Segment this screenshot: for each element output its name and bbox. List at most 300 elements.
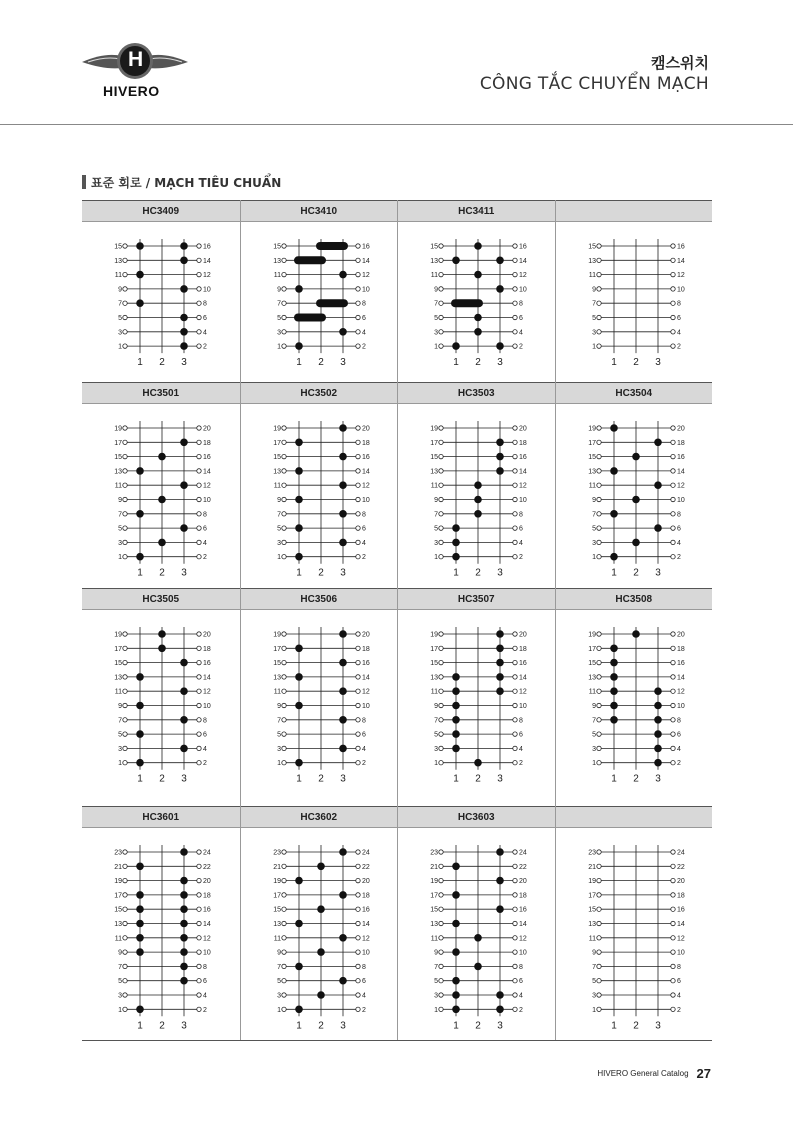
contact-closed-dot xyxy=(180,687,188,695)
terminal-number-left: 13 xyxy=(587,674,596,682)
terminal-right xyxy=(670,675,674,679)
terminal-number-left: 23 xyxy=(272,849,281,857)
terminal-right xyxy=(513,440,517,444)
terminal-number-left: 17 xyxy=(114,439,122,447)
terminal-number-left: 15 xyxy=(430,243,438,251)
terminal-left xyxy=(596,555,600,559)
terminal-number-left: 7 xyxy=(591,511,596,519)
terminal-left xyxy=(281,632,285,636)
diagram-title: HC3601 xyxy=(82,806,240,828)
terminal-number-left: 17 xyxy=(430,439,438,447)
contact-closed-dot xyxy=(452,702,460,710)
terminal-number-left: 11 xyxy=(588,935,596,943)
terminal-right xyxy=(197,660,201,664)
contact-closed-dot xyxy=(452,716,460,724)
switch-position-label: 3 xyxy=(181,357,187,369)
terminal-left xyxy=(439,512,443,516)
terminal-number-right: 18 xyxy=(519,439,527,447)
terminal-left xyxy=(281,936,285,940)
terminal-number-left: 7 xyxy=(434,300,438,308)
terminal-number-right: 20 xyxy=(203,631,211,639)
terminal-right xyxy=(197,426,201,430)
terminal-left xyxy=(281,344,285,348)
terminal-right xyxy=(513,746,517,750)
diagram-cell xyxy=(555,200,713,382)
contact-closed-dot xyxy=(452,257,460,265)
terminal-number-right: 14 xyxy=(203,921,211,928)
terminal-left xyxy=(439,864,443,868)
terminal-left xyxy=(439,483,443,487)
contact-closed-dot xyxy=(136,730,144,738)
terminal-number-left: 15 xyxy=(587,660,596,668)
terminal-left xyxy=(281,950,285,954)
terminal-number-right: 20 xyxy=(519,631,527,639)
terminal-left xyxy=(281,469,285,473)
terminal-right xyxy=(355,864,359,868)
contact-closed-dot xyxy=(180,242,188,250)
terminal-number-left: 19 xyxy=(430,878,438,886)
terminal-left xyxy=(596,272,600,276)
switch-position-label: 2 xyxy=(632,357,639,369)
terminal-right xyxy=(355,1007,359,1011)
terminal-left xyxy=(596,907,600,911)
terminal-right xyxy=(355,878,359,882)
diagram-title: HC3501 xyxy=(82,382,240,404)
terminal-left xyxy=(281,301,285,305)
circuit-diagram-grid xyxy=(82,200,712,1041)
terminal-number-left: 15 xyxy=(587,243,596,251)
terminal-number-left: 19 xyxy=(587,878,596,886)
terminal-number-left: 5 xyxy=(118,315,122,322)
terminal-right xyxy=(670,483,674,487)
switch-position-label: 3 xyxy=(654,773,661,785)
contact-closed-dot xyxy=(452,687,460,695)
diagram-title: HC3505 xyxy=(82,588,240,610)
contact-closed-dot xyxy=(339,659,347,667)
terminal-left xyxy=(439,893,443,897)
terminal-left xyxy=(439,718,443,722)
terminal-right xyxy=(513,1007,517,1011)
terminal-left xyxy=(439,675,443,679)
terminal-number-left: 21 xyxy=(430,863,438,871)
terminal-left xyxy=(439,660,443,664)
terminal-right xyxy=(355,454,359,458)
terminal-left xyxy=(439,469,443,473)
contact-closed-dot xyxy=(496,1006,504,1014)
contact-closed-dot xyxy=(136,673,144,681)
terminal-number-left: 11 xyxy=(273,272,281,280)
contact-closed-dot xyxy=(180,314,188,322)
terminal-number-right: 4 xyxy=(519,992,523,1000)
diagram-cell xyxy=(240,382,398,588)
terminal-right xyxy=(197,555,201,559)
terminal-number-right: 16 xyxy=(361,660,370,668)
terminal-number-right: 8 xyxy=(203,963,207,971)
terminal-right xyxy=(513,497,517,501)
terminal-number-right: 18 xyxy=(203,645,211,653)
diagram-cell xyxy=(397,382,555,588)
contact-closed-dot xyxy=(654,687,662,695)
switch-position-label: 1 xyxy=(137,773,143,785)
contact-closed-dot xyxy=(610,702,618,710)
terminal-right xyxy=(513,632,517,636)
switch-position-label: 3 xyxy=(339,773,346,785)
terminal-number-left: 11 xyxy=(114,935,122,943)
contact-closed-dot xyxy=(474,510,482,518)
terminal-number-right: 8 xyxy=(203,300,207,308)
terminal-left xyxy=(596,746,600,750)
terminal-number-right: 12 xyxy=(519,482,527,490)
terminal-number-left: 19 xyxy=(430,631,438,639)
terminal-number-left: 1 xyxy=(434,1006,438,1014)
contact-closed-dot xyxy=(158,453,166,461)
terminal-right xyxy=(513,646,517,650)
switch-position-label: 2 xyxy=(475,773,481,785)
terminal-left xyxy=(596,993,600,997)
terminal-right xyxy=(670,921,674,925)
terminal-left xyxy=(439,979,443,983)
terminal-left xyxy=(596,979,600,983)
terminal-left xyxy=(596,675,600,679)
terminal-right xyxy=(670,761,674,765)
switch-position-label: 2 xyxy=(317,773,324,785)
terminal-right xyxy=(670,979,674,983)
switch-circuit-diagram xyxy=(556,222,713,382)
terminal-right xyxy=(197,244,201,248)
terminal-right xyxy=(355,746,359,750)
terminal-number-left: 1 xyxy=(434,343,438,351)
terminal-number-right: 14 xyxy=(519,468,527,476)
terminal-left xyxy=(439,258,443,262)
terminal-left xyxy=(281,732,285,736)
terminal-number-right: 24 xyxy=(361,849,370,857)
terminal-right xyxy=(197,512,201,516)
switch-circuit-diagram xyxy=(82,404,239,588)
terminal-number-right: 2 xyxy=(361,343,366,351)
contact-closed-dot xyxy=(339,424,347,432)
terminal-number-right: 6 xyxy=(519,315,523,322)
diagram-cell xyxy=(397,200,555,382)
terminal-number-left: 13 xyxy=(587,468,596,476)
terminal-number-left: 15 xyxy=(114,243,122,251)
terminal-right xyxy=(670,746,674,750)
terminal-number-left: 13 xyxy=(430,921,438,928)
terminal-number-right: 4 xyxy=(203,539,207,547)
terminal-left xyxy=(123,440,127,444)
terminal-right xyxy=(355,921,359,925)
contact-closed-dot xyxy=(452,977,460,985)
contact-closed-dot xyxy=(654,524,662,532)
terminal-number-right: 10 xyxy=(203,286,211,294)
diagram-title: HC3506 xyxy=(241,588,398,610)
terminal-number-left: 7 xyxy=(276,717,281,725)
terminal-number-left: 17 xyxy=(114,892,122,900)
diagram-title: HC3410 xyxy=(241,200,398,222)
terminal-right xyxy=(355,440,359,444)
terminal-number-left: 5 xyxy=(591,525,596,533)
contact-closed-dot xyxy=(295,553,303,561)
terminal-number-left: 7 xyxy=(591,963,596,971)
terminal-number-left: 1 xyxy=(591,1006,596,1014)
terminal-right xyxy=(513,761,517,765)
terminal-number-right: 8 xyxy=(203,511,207,519)
terminal-right xyxy=(197,950,201,954)
terminal-left xyxy=(596,540,600,544)
terminal-number-right: 2 xyxy=(676,554,681,562)
terminal-left xyxy=(439,993,443,997)
terminal-number-left: 9 xyxy=(118,703,122,710)
terminal-left xyxy=(281,258,285,262)
contact-closed-dot xyxy=(180,877,188,885)
terminal-right xyxy=(197,907,201,911)
terminal-number-left: 15 xyxy=(272,243,281,251)
terminal-number-right: 14 xyxy=(203,468,211,476)
diagram-title: HC3602 xyxy=(241,806,398,828)
switch-position-label: 1 xyxy=(137,357,143,369)
terminal-left xyxy=(281,287,285,291)
contact-closed-dot xyxy=(474,496,482,504)
terminal-number-left: 13 xyxy=(114,257,122,265)
switch-position-label: 1 xyxy=(295,773,302,785)
terminal-right xyxy=(355,761,359,765)
terminal-number-right: 12 xyxy=(676,482,685,490)
terminal-number-right: 10 xyxy=(361,286,370,294)
terminal-number-right: 4 xyxy=(203,745,207,753)
terminal-number-left: 19 xyxy=(114,631,122,639)
terminal-right xyxy=(670,344,674,348)
terminal-number-left: 11 xyxy=(273,482,281,490)
contact-closed-dot xyxy=(295,673,303,681)
terminal-number-left: 19 xyxy=(587,425,596,433)
terminal-left xyxy=(281,675,285,679)
switch-circuit-diagram xyxy=(82,222,239,382)
terminal-number-right: 2 xyxy=(519,760,523,768)
terminal-number-right: 12 xyxy=(361,688,370,696)
contact-closed-dot xyxy=(180,481,188,489)
terminal-number-left: 9 xyxy=(434,703,438,710)
terminal-left xyxy=(281,893,285,897)
terminal-number-right: 2 xyxy=(519,1006,523,1014)
contact-closed-dot xyxy=(610,687,618,695)
terminal-left xyxy=(439,646,443,650)
terminal-left xyxy=(281,426,285,430)
terminal-left xyxy=(439,703,443,707)
section-title-text: 표준 회로 / MẠCH TIÊU CHUẨN xyxy=(91,176,282,190)
terminal-number-left: 3 xyxy=(434,329,438,337)
terminal-right xyxy=(197,979,201,983)
terminal-left xyxy=(123,761,127,765)
terminal-right xyxy=(670,689,674,693)
terminal-left xyxy=(439,689,443,693)
terminal-right xyxy=(355,675,359,679)
terminal-number-right: 8 xyxy=(361,963,366,971)
terminal-right xyxy=(355,512,359,516)
contact-closed-dot xyxy=(496,848,504,856)
terminal-left xyxy=(439,301,443,305)
contact-closed-dot xyxy=(339,271,347,279)
terminal-number-right: 16 xyxy=(361,243,370,251)
switch-circuit-diagram xyxy=(556,404,713,588)
terminal-number-right: 10 xyxy=(519,703,527,710)
terminal-number-right: 6 xyxy=(361,315,366,322)
terminal-number-right: 14 xyxy=(676,921,685,928)
switch-position-label: 3 xyxy=(497,357,503,369)
terminal-right xyxy=(197,993,201,997)
terminal-right xyxy=(197,526,201,530)
terminal-right xyxy=(513,689,517,693)
diagram-cell xyxy=(240,200,398,382)
contact-closed-dot xyxy=(452,553,460,561)
terminal-right xyxy=(197,893,201,897)
terminal-left xyxy=(439,964,443,968)
contact-closed-dot xyxy=(654,702,662,710)
section-title xyxy=(82,174,281,191)
terminal-left xyxy=(439,732,443,736)
terminal-right xyxy=(513,850,517,854)
contact-closed-dot xyxy=(496,687,504,695)
terminal-number-right: 6 xyxy=(203,731,207,739)
terminal-number-right: 8 xyxy=(676,963,681,971)
diagram-title: HC3603 xyxy=(398,806,555,828)
terminal-number-right: 16 xyxy=(676,660,685,668)
terminal-left xyxy=(123,850,127,854)
switch-position-label: 1 xyxy=(295,1020,302,1032)
terminal-left xyxy=(596,440,600,444)
terminal-number-right: 14 xyxy=(361,257,370,265)
terminal-left xyxy=(281,746,285,750)
terminal-left xyxy=(281,761,285,765)
switch-circuit-diagram xyxy=(398,404,555,588)
contact-closed-dot xyxy=(136,920,144,928)
contact-closed-dot xyxy=(136,510,144,518)
diagram-title: HC3507 xyxy=(398,588,555,610)
terminal-right xyxy=(355,964,359,968)
terminal-left xyxy=(439,950,443,954)
terminal-number-left: 5 xyxy=(434,525,438,533)
switch-position-label: 2 xyxy=(632,1020,639,1032)
terminal-left xyxy=(123,993,127,997)
terminal-number-left: 13 xyxy=(114,468,122,476)
contact-closed-dot xyxy=(136,948,144,956)
terminal-left xyxy=(281,540,285,544)
terminal-number-right: 14 xyxy=(519,674,527,682)
terminal-number-left: 7 xyxy=(118,963,122,971)
terminal-right xyxy=(513,272,517,276)
terminal-right xyxy=(197,632,201,636)
terminal-left xyxy=(281,907,285,911)
terminal-number-left: 1 xyxy=(276,343,281,351)
contact-closed-dot xyxy=(610,553,618,561)
terminal-number-left: 7 xyxy=(276,963,281,971)
terminal-number-right: 18 xyxy=(519,645,527,653)
terminal-number-left: 15 xyxy=(430,660,438,668)
terminal-left xyxy=(596,469,600,473)
terminal-left xyxy=(123,272,127,276)
diagram-title xyxy=(556,200,713,222)
terminal-right xyxy=(513,964,517,968)
terminal-right xyxy=(197,746,201,750)
terminal-left xyxy=(123,512,127,516)
contact-closed-dot xyxy=(452,730,460,738)
terminal-number-left: 7 xyxy=(591,717,596,725)
contact-closed-dot xyxy=(452,948,460,956)
terminal-left xyxy=(123,526,127,530)
terminal-number-right: 12 xyxy=(203,688,211,696)
contact-closed-dot xyxy=(654,759,662,767)
terminal-right xyxy=(197,850,201,854)
terminal-left xyxy=(123,483,127,487)
terminal-right xyxy=(670,950,674,954)
terminal-right xyxy=(670,632,674,636)
terminal-left xyxy=(596,512,600,516)
terminal-left xyxy=(123,540,127,544)
terminal-right xyxy=(513,993,517,997)
contact-closed-dot xyxy=(474,963,482,971)
terminal-right xyxy=(197,936,201,940)
terminal-left xyxy=(281,964,285,968)
terminal-number-right: 14 xyxy=(203,257,211,265)
terminal-number-left: 5 xyxy=(434,315,438,322)
contact-closed-dot xyxy=(339,328,347,336)
contact-closed-dot xyxy=(295,439,303,447)
terminal-right xyxy=(513,936,517,940)
terminal-right xyxy=(197,964,201,968)
terminal-number-right: 10 xyxy=(676,949,685,957)
terminal-number-left: 23 xyxy=(114,849,122,857)
terminal-number-left: 9 xyxy=(591,949,596,957)
contact-closed-dot xyxy=(474,481,482,489)
terminal-number-right: 4 xyxy=(361,329,366,337)
contact-closed-dot xyxy=(339,453,347,461)
terminal-number-right: 12 xyxy=(203,482,211,490)
terminal-right xyxy=(513,893,517,897)
switch-position-label: 1 xyxy=(295,567,302,579)
terminal-number-right: 14 xyxy=(361,674,370,682)
terminal-right xyxy=(197,703,201,707)
terminal-right xyxy=(355,258,359,262)
terminal-left xyxy=(596,244,600,248)
diagram-cell xyxy=(82,382,240,588)
terminal-number-left: 11 xyxy=(114,272,122,280)
diagram-cell xyxy=(397,806,555,1040)
contact-closed-dot xyxy=(295,920,303,928)
contact-closed-dot xyxy=(339,745,347,753)
terminal-number-right: 16 xyxy=(519,660,527,668)
contact-closed-dot xyxy=(136,863,144,871)
terminal-number-left: 13 xyxy=(587,921,596,928)
terminal-number-left: 1 xyxy=(276,554,281,562)
terminal-left xyxy=(596,936,600,940)
terminal-left xyxy=(596,703,600,707)
terminal-left xyxy=(281,454,285,458)
contact-bridge-bar xyxy=(316,299,348,307)
terminal-right xyxy=(513,907,517,911)
terminal-number-right: 12 xyxy=(519,935,527,943)
contact-closed-dot xyxy=(496,645,504,653)
terminal-number-left: 1 xyxy=(118,554,122,562)
terminal-number-right: 8 xyxy=(519,717,523,725)
contact-closed-dot xyxy=(295,285,303,293)
terminal-left xyxy=(439,761,443,765)
terminal-number-left: 11 xyxy=(588,688,596,696)
contact-closed-dot xyxy=(180,745,188,753)
terminal-number-right: 14 xyxy=(676,674,685,682)
terminal-left xyxy=(596,483,600,487)
terminal-right xyxy=(670,646,674,650)
contact-closed-dot xyxy=(339,848,347,856)
terminal-number-right: 12 xyxy=(676,935,685,943)
switch-circuit-diagram xyxy=(241,222,398,382)
